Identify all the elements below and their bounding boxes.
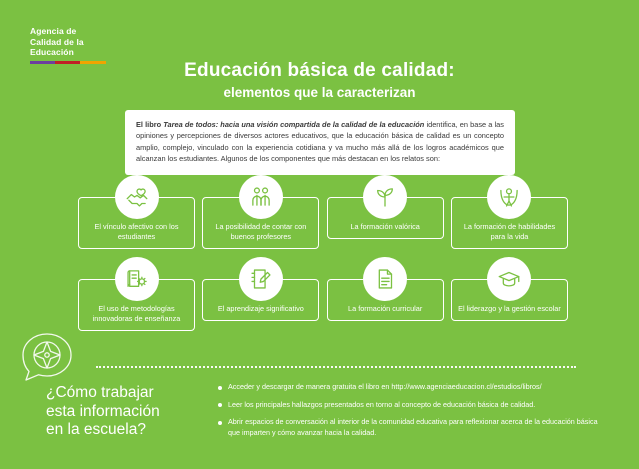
title-main: Educación básica de calidad: — [184, 60, 455, 81]
teacher-people-icon — [239, 175, 283, 219]
intro-paragraph — [136, 119, 504, 165]
element-card-3[interactable] — [327, 175, 444, 249]
title-subtitle: elementos que la caracterizan — [223, 85, 416, 100]
list-item — [218, 400, 608, 411]
bullet-text-1: Acceder y descargar de manera gratuita el libro en http://www.agenciaeducacion.cl/estudios/libros/ — [228, 382, 542, 391]
element-label-4: La formación de habilidades para la vida — [463, 222, 556, 241]
leaf-growth-icon — [363, 175, 407, 219]
element-label-8: El liderazgo y la gestión escolar — [458, 304, 561, 313]
grid-row-2 — [78, 257, 568, 331]
bullet-text-2: Leer los principales hallazgos presentados en torno al concepto de educación básica de calidad. — [228, 399, 536, 409]
intro-book-title: Tarea de todos: hacia una visión compartida de la calidad de la educación — [163, 120, 425, 129]
element-card-7[interactable] — [327, 257, 444, 331]
element-label-1: El vínculo afectivo con los estudiantes — [94, 222, 179, 241]
elements-grid — [78, 175, 568, 331]
bullet-dot-icon — [218, 386, 222, 390]
element-label-2: La posibilidad de contar con buenos profesores — [215, 222, 307, 241]
question-line-3: en la escuela? — [46, 421, 146, 438]
list-item — [218, 417, 608, 438]
how-to-work-section — [0, 372, 639, 469]
agency-logo — [30, 26, 150, 64]
dotted-divider — [96, 366, 576, 368]
element-card-8[interactable] — [451, 257, 568, 331]
logo-line-2: Calidad de la — [30, 36, 84, 47]
intro-card — [125, 110, 515, 175]
element-label-3: La formación valórica — [350, 222, 420, 231]
element-card-2[interactable] — [202, 175, 319, 249]
logo-line-3: Educación — [30, 47, 74, 57]
grid-row-1 — [78, 175, 568, 249]
element-card-6[interactable] — [202, 257, 319, 331]
section-question — [46, 384, 226, 440]
element-card-1[interactable] — [78, 175, 195, 249]
question-line-1: ¿Cómo trabajar — [46, 384, 154, 401]
intro-lead: El libro — [136, 120, 162, 129]
element-label-6: El aprendizaje significativo — [217, 304, 304, 313]
list-item — [218, 382, 608, 393]
bullet-dot-icon — [218, 403, 222, 407]
element-label-5: El uso de metodologías innovadoras de enseñanza — [92, 304, 181, 323]
logo-text-block — [30, 26, 150, 58]
intro-rest: identifica, en base a las opiniones y percepciones de diversos actores educativos, que la educación básica de calidad es un concepto amplio, complejo, vinculado con la experiencia cotidiana y va mucho más allá de los logros académicos que alcanzan los estudiantes. Algunos de los componentes que más destacan en los relatos son: — [136, 120, 504, 164]
document-list-icon — [363, 257, 407, 301]
bullet-text-3: Abrir espacios de conversación al interior de la comunidad educativa para reflexionar acerca de la educación básica que imparten y cómo avanzar hacia la calidad. — [228, 417, 598, 437]
question-line-2: esta información — [46, 402, 160, 420]
logo-line-1: Agencia de — [30, 26, 77, 36]
action-bullet-list — [218, 382, 608, 445]
notebook-pencil-icon — [239, 257, 283, 301]
book-gear-icon — [115, 257, 159, 301]
element-card-5[interactable] — [78, 257, 195, 331]
page-title — [0, 60, 639, 100]
element-card-4[interactable] — [451, 175, 568, 249]
bullet-dot-icon — [218, 421, 222, 425]
element-label-7: La formación curricular — [348, 304, 423, 313]
handshake-heart-icon — [115, 175, 159, 219]
